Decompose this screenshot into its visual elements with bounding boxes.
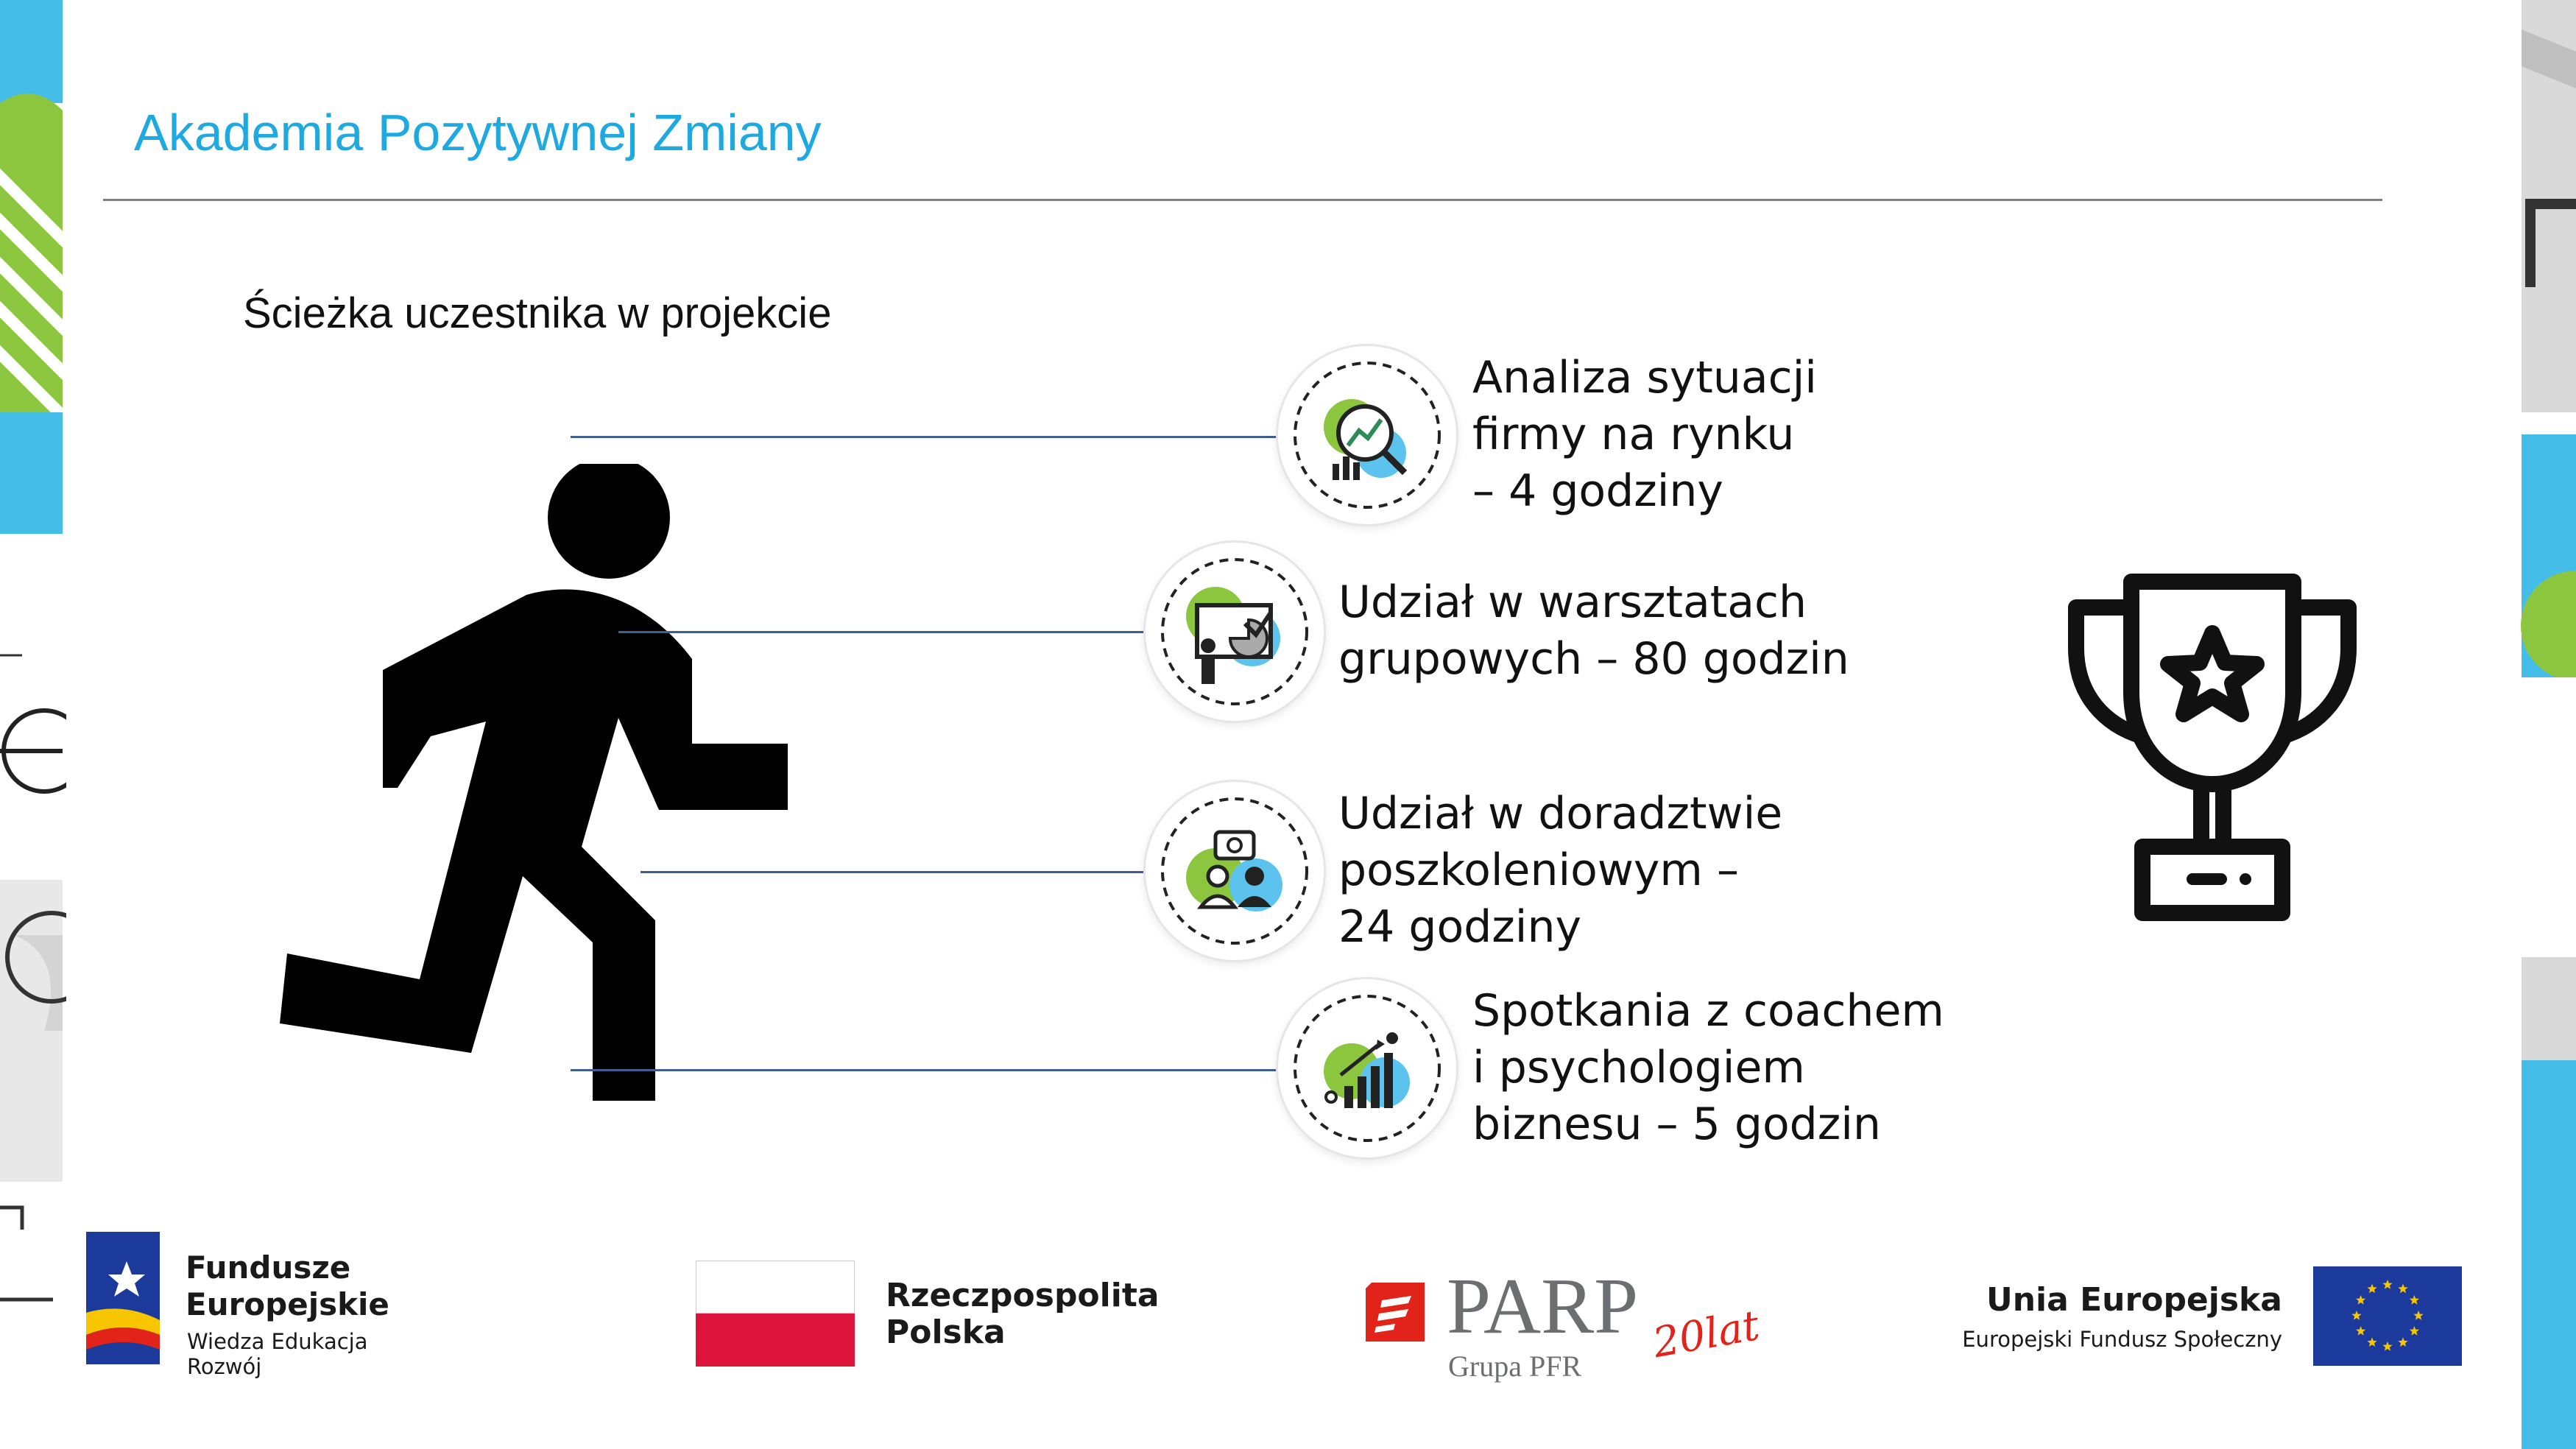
- rp-line-2: Polska: [886, 1314, 1006, 1351]
- trophy-icon: [2061, 567, 2363, 928]
- ue-title: Unia Europejska: [1986, 1281, 2282, 1319]
- parp-years: 20lat: [1649, 1301, 1763, 1368]
- step-2-line: grupowych – 80 godzin: [1338, 633, 1849, 685]
- step-4: [1278, 979, 1456, 1157]
- step-2: [1146, 543, 1324, 721]
- workshop-presentation-icon: [1146, 543, 1324, 721]
- fe-tagline: Wiedza Edukacja Rozwój: [187, 1329, 368, 1379]
- step-4-text: [1472, 983, 1944, 1153]
- step-3-line: poszkoleniowym –: [1338, 845, 1739, 896]
- eu-flag-icon: [2313, 1266, 2462, 1366]
- parp-name: PARP: [1447, 1263, 1639, 1350]
- running-person-icon: [280, 464, 788, 1104]
- market-analysis-icon: [1278, 346, 1456, 524]
- fe-title-1: Fundusze: [186, 1249, 351, 1286]
- consulting-people-icon: [1146, 782, 1324, 960]
- page-title: Akademia Pozytywnej Zmiany: [134, 104, 822, 161]
- fe-logo: [53, 1196, 389, 1399]
- header-divider: [103, 199, 2382, 201]
- polish-flag-icon: [696, 1261, 855, 1367]
- step-3-text: [1338, 786, 1782, 956]
- step-3: [1146, 782, 1324, 960]
- fe-title-2: Europejskie: [186, 1286, 389, 1322]
- fe-flag-icon: [86, 1232, 167, 1372]
- step-4-connector: [571, 1069, 1292, 1071]
- step-2-connector: [618, 631, 1160, 633]
- rp-line-1: Rzeczpospolita: [886, 1277, 1160, 1314]
- parp-group: Grupa PFR: [1448, 1350, 1582, 1383]
- section-subtitle: Ścieżka uczestnika w projekcie: [243, 289, 832, 337]
- step-2-line: Udział w warsztatach: [1338, 577, 1807, 628]
- step-4-line: biznesu – 5 godzin: [1472, 1099, 1881, 1150]
- step-1: [1278, 346, 1456, 524]
- step-3-line: 24 godziny: [1338, 901, 1581, 953]
- ue-subtitle: Europejski Fundusz Społeczny: [1962, 1327, 2282, 1352]
- parp-logo: [1366, 1263, 1763, 1392]
- step-3-connector: [641, 871, 1160, 873]
- coaching-growth-icon: [1278, 979, 1456, 1157]
- step-1-line: – 4 godziny: [1472, 465, 1723, 517]
- parp-mark-icon: [1366, 1283, 1425, 1342]
- step-2-text: [1338, 574, 1849, 688]
- ue-logo: [1914, 1266, 2466, 1369]
- step-3-line: Udział w doradztwie: [1338, 788, 1783, 839]
- step-1-line: Analiza sytuacji: [1472, 352, 1817, 403]
- step-1-line: firmy na rynku: [1472, 409, 1795, 460]
- step-1-text: [1472, 350, 1817, 520]
- step-1-connector: [571, 436, 1292, 438]
- step-4-line: i psychologiem: [1472, 1042, 1805, 1093]
- right-decoration: [2518, 0, 2576, 1449]
- rp-logo: [696, 1261, 1160, 1370]
- step-4-line: Spotkania z coachem: [1472, 985, 1944, 1037]
